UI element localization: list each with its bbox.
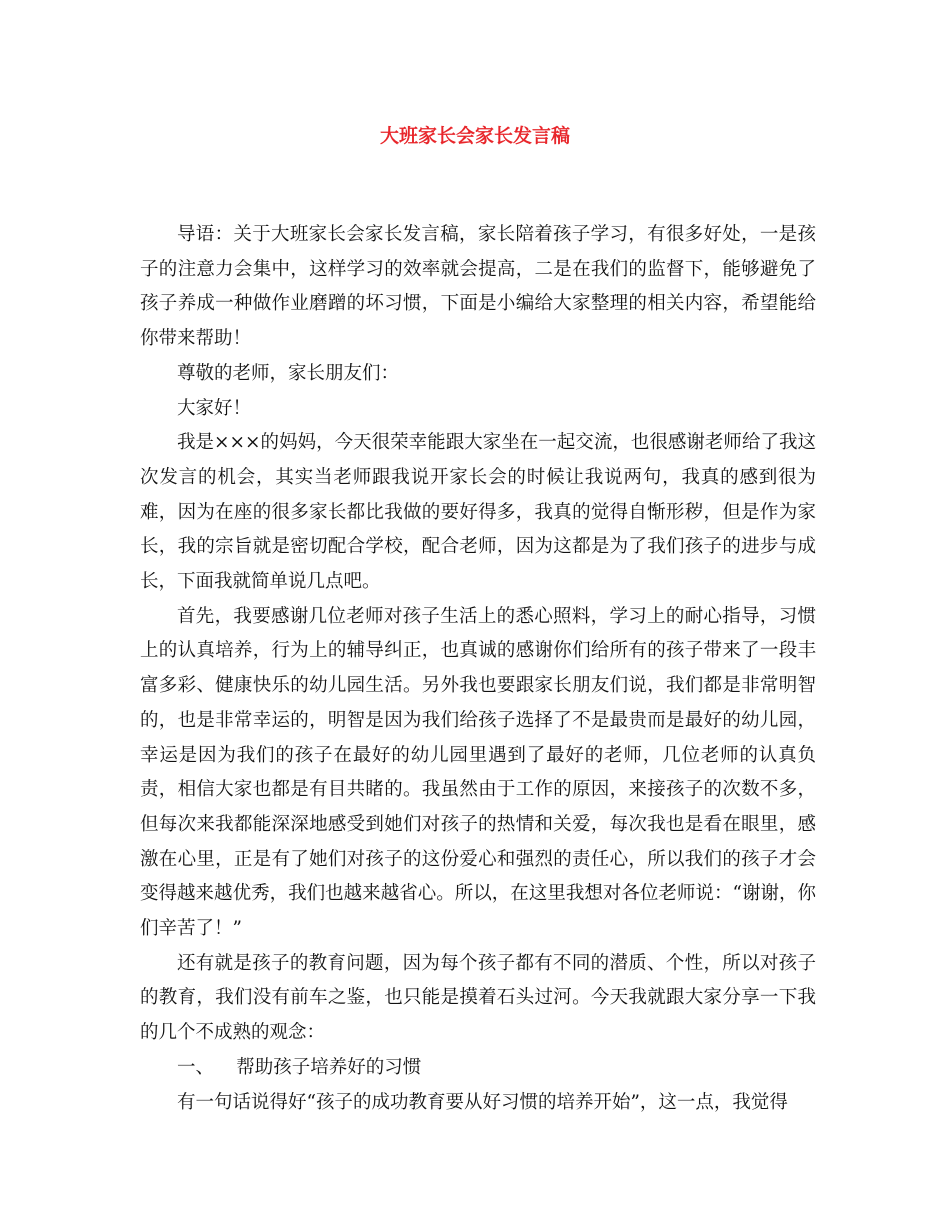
paragraph-salutation: 尊敬的老师，家长朋友们： xyxy=(177,362,400,384)
paragraph-thanks-teachers: 首先，我要感谢几位老师对孩子生活上的悉心照料，学习上的耐心指导，习惯上的认真培养，行为上的辅导纠正，也真诚的感谢你们给所有的孩子带来了一段丰富多彩、健康快乐的幼儿园生活。另外我也要跟家长朋友们说，我们都是非常明智的，也是非常幸运的，明智是因为我们给孩子选择了不是最贵而是最好的幼儿园，幸运是因为我们的孩子在最好的幼儿园里遇到了最好的老师，几位老师的认真负责，相信大家也都是有目共睹的。我虽然由于工作的原因，来接孩子的次数不多，但每次来我都能深深地感受到她们对孩子的热情和关爱，每次我也是看在眼里，感激在心里，正是有了她们对孩子的这份爱心和强烈的责任心，所以我们的孩子才会变得越来越优秀，我们也越来越省心。所以，在这里我想对各位老师说：“谢谢，你们辛苦了！” xyxy=(140,605,816,940)
list-item-habits xyxy=(140,1051,816,1086)
document-body xyxy=(140,218,816,1120)
paragraph-intro: 导语：关于大班家长会家长发言稿，家长陪着孩子学习，有很多好处，一是孩子的注意力会集中，这样学习的效率就会提高，二是在我们的监督下，能够避免了孩子养成一种做作业磨蹭的坏习惯，下面是小编给大家整理的相关内容，希望能给你带来帮助！ xyxy=(140,224,816,350)
paragraph-education: 还有就是孩子的教育问题，因为每个孩子都有不同的潜质、个性，所以对孩子的教育，我们没有前车之鉴，也只能是摸着石头过河。今天我就跟大家分享一下我的几个不成熟的观念： xyxy=(140,952,816,1044)
list-item-text: 帮助孩子培养好的习惯 xyxy=(236,1056,422,1078)
paragraph-last: 有一句话说得好“孩子的成功教育要从好习惯的培养开始”，这一点，我觉得 xyxy=(177,1091,788,1113)
document-title: 大班家长会家长发言稿 xyxy=(379,125,570,147)
list-item-number: 一、 xyxy=(177,1056,215,1078)
paragraph-self-introduction: 我是×××的妈妈，今天很荣幸能跟大家坐在一起交流，也很感谢老师给了我这次发言的机会，其实当老师跟我说开家长会的时候让我说两句，我真的感到很为难，因为在座的很多家长都比我做的要好得多，我真的觉得自惭形秽，但是作为家长，我的宗旨就是密切配合学校，配合老师，因为这都是为了我们孩子的进步与成长，下面我就简单说几点吧。 xyxy=(140,432,816,593)
paragraph-greeting: 大家好！ xyxy=(177,397,252,419)
